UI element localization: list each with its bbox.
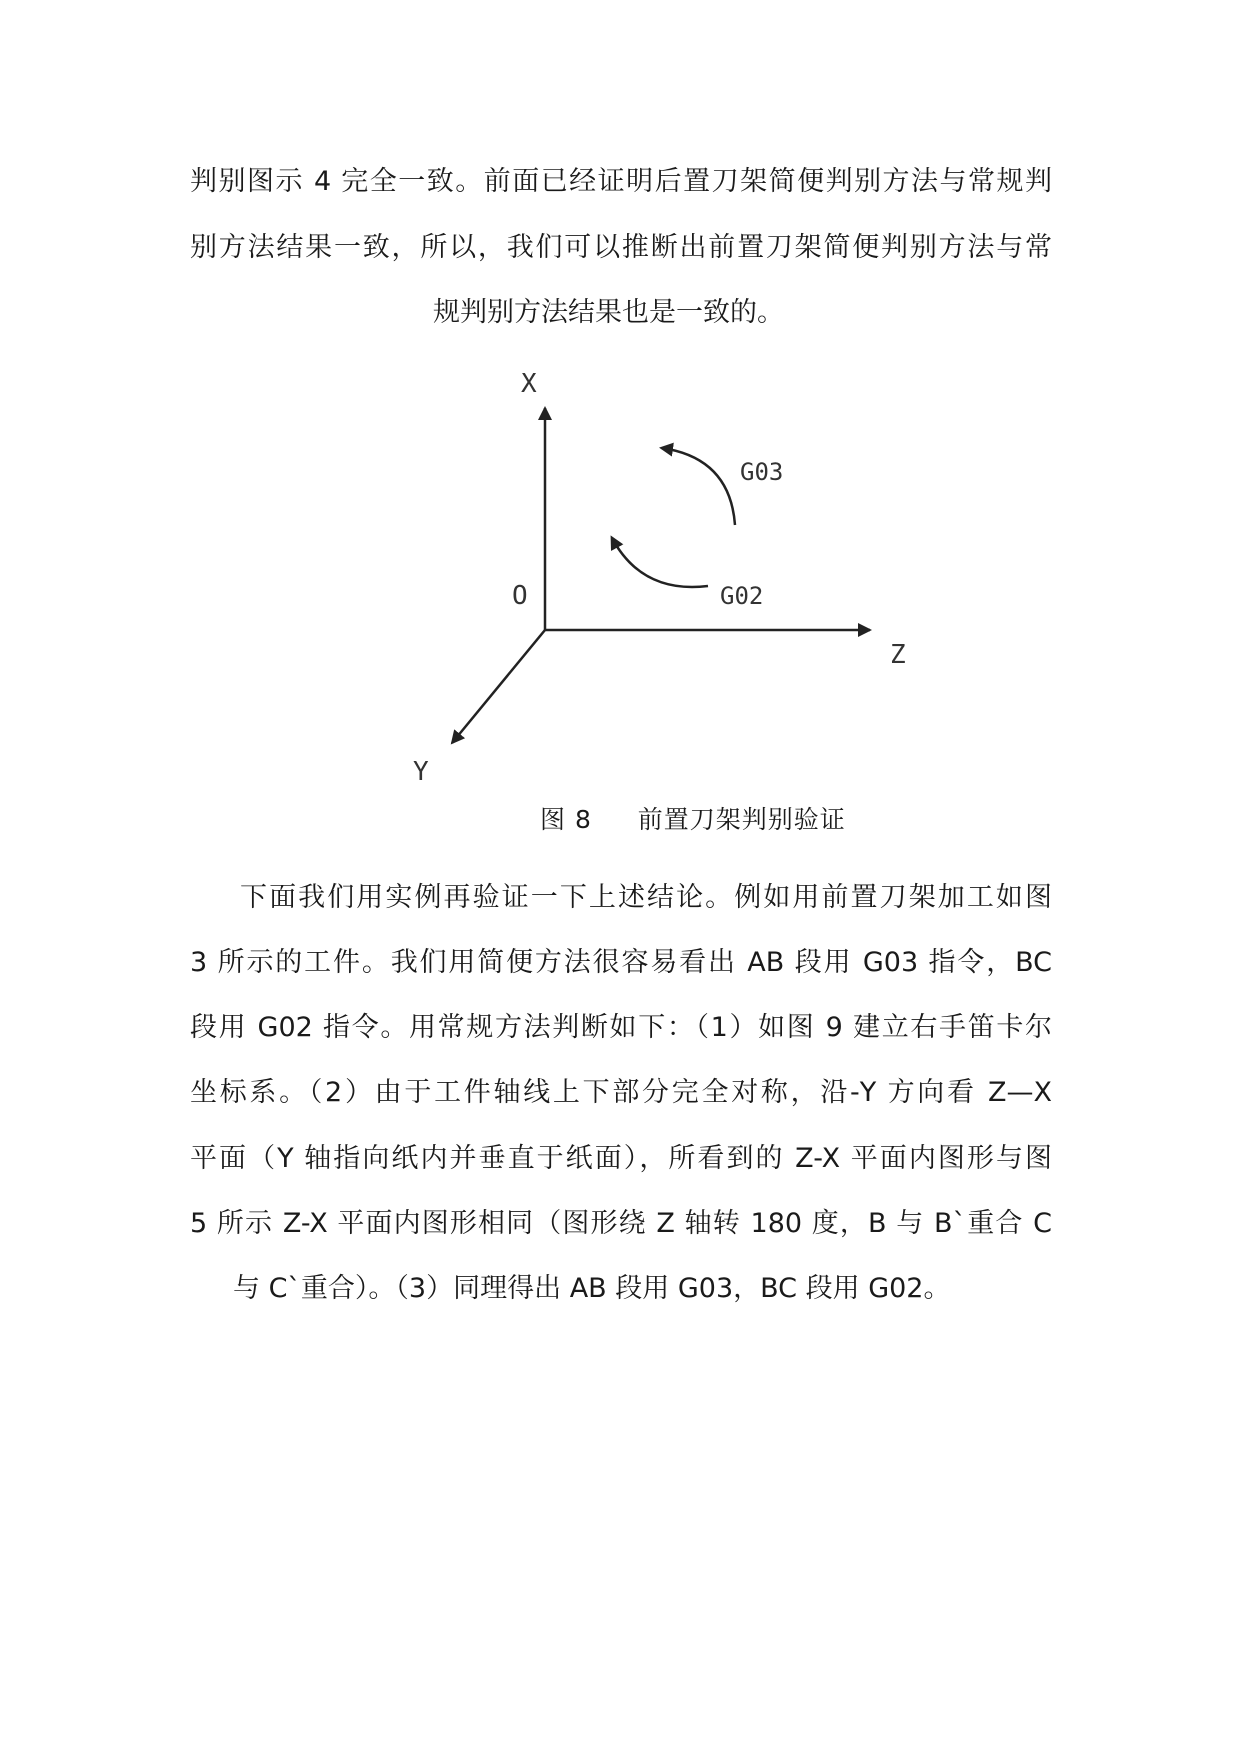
- y-axis-label: Y: [413, 757, 429, 787]
- z-axis-label: Z: [890, 640, 906, 670]
- y-axis: [452, 630, 545, 743]
- g03-arc-arrow: [662, 448, 735, 525]
- figure-caption: [540, 800, 846, 840]
- g02-arc-arrow: [612, 538, 708, 587]
- paragraph-2-line-5: 平面（Y 轴指向纸内并垂直于纸面），所看到的 Z-X 平面内图形与图: [190, 1143, 1052, 1174]
- g02-label: G02: [720, 582, 764, 610]
- paragraph-2-line-2: 3 所示的工件。我们用简便方法很容易看出 AB 段用 G03 指令，BC: [190, 947, 1052, 978]
- paragraph-2-line-1: 下面我们用实例再验证一下上述结论。例如用前置刀架加工如图: [240, 882, 1052, 913]
- paragraph-2-line-7: 与 C`重合）。（3）同理得出 AB 段用 G03，BC 段用 G02。: [233, 1273, 951, 1304]
- paragraph-1-line-1: 判别图示 4 完全一致。前面已经证明后置刀架简便判别方法与常规判: [190, 166, 1052, 197]
- coordinate-diagram: [390, 360, 950, 860]
- origin-label: O: [512, 581, 528, 611]
- x-axis-label: X: [521, 369, 537, 399]
- paragraph-1-line-3: 规判别方法结果也是一致的。: [433, 297, 784, 328]
- g03-label: G03: [740, 458, 784, 486]
- paragraph-2-line-6: 5 所示 Z-X 平面内图形相同（图形绕 Z 轴转 180 度，B 与 B`重合 C: [190, 1208, 1052, 1239]
- figure-caption-number: 图 8: [540, 805, 592, 834]
- paragraph-1-line-2: 别方法结果一致，所以，我们可以推断出前置刀架简便判别方法与常: [190, 232, 1052, 263]
- paragraph-2-line-3: 段用 G02 指令。用常规方法判断如下：（1）如图 9 建立右手笛卡尔: [190, 1012, 1052, 1043]
- paragraph-2-line-4: 坐标系。（2）由于工件轴线上下部分完全对称，沿-Y 方向看 Z—X: [190, 1077, 1052, 1108]
- figure-caption-title: 前置刀架判别验证: [637, 805, 846, 834]
